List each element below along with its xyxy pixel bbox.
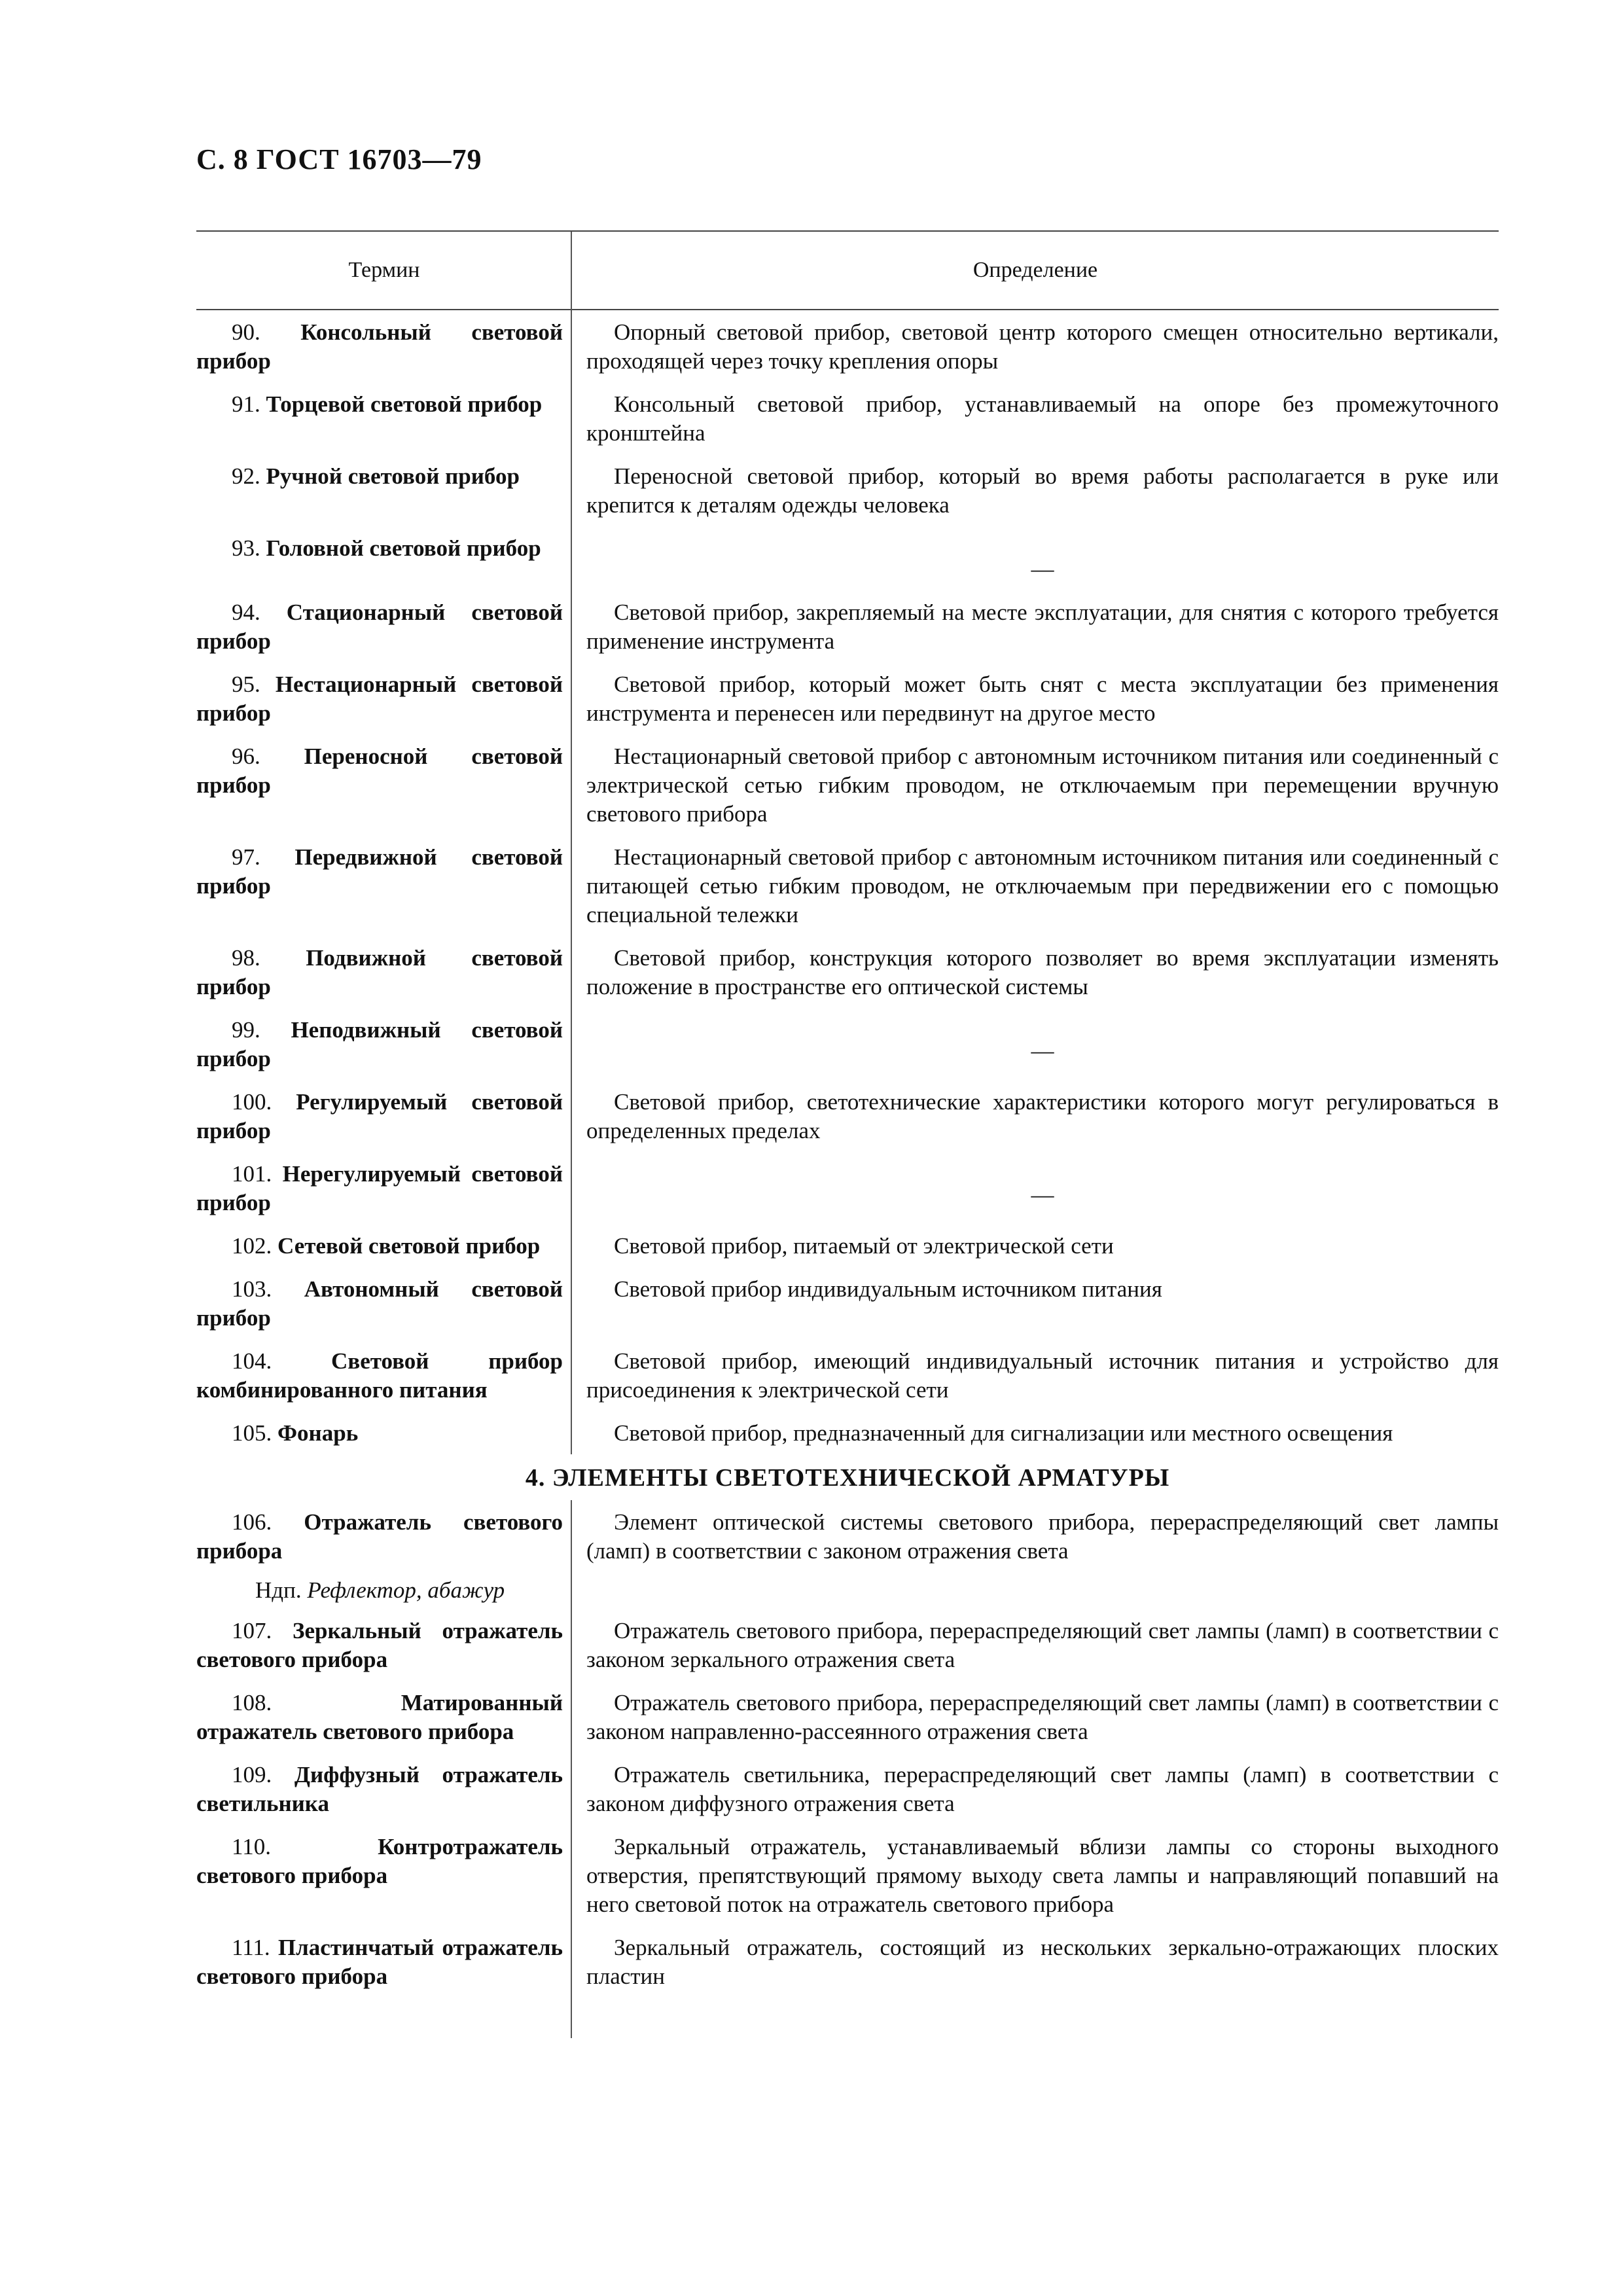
term-cell (196, 1339, 573, 1411)
table-row (196, 1681, 1499, 1753)
term-name: Переносной световой прибор (196, 744, 563, 798)
definition-cell (573, 1152, 1499, 1224)
table-header (196, 232, 1499, 310)
term-number: 94. (232, 600, 260, 625)
definition-text: Зеркальный отражатель, устанавливаемый вблизи лампы со стороны выходного отверстия, препятствующий прямому выходу света лампы и направляющий попавший на него световой поток на отражатель светового прибора (586, 1834, 1499, 1917)
definition-text: Отражатель светового прибора, перераспределяющий свет лампы (ламп) в соответствии с законом направленно-рассеянного отражения света (586, 1690, 1499, 1744)
definition-cell (573, 1926, 1499, 1998)
term-cell (196, 1008, 573, 1080)
term-number: 109. (232, 1762, 272, 1787)
term-name: Фонарь (277, 1420, 359, 1446)
definition-text: Световой прибор, закрепляемый на месте эксплуатации, для снятия с которого требуется применение инструмента (586, 600, 1499, 654)
definition-cell (573, 1339, 1499, 1411)
term-number: 99. (232, 1017, 260, 1043)
definition-text: Световой прибор, предназначенный для сигнализации или местного освещения (614, 1420, 1393, 1446)
table-row (196, 1411, 1499, 1454)
definition-text: Световой прибор, светотехнические характеристики которого могут регулироваться в определенных пределах (586, 1089, 1499, 1143)
definition-cell (573, 1681, 1499, 1753)
page-header: С. 8 ГОСТ 16703—79 (196, 143, 482, 175)
term-number: 107. (232, 1618, 272, 1643)
term-number: 93. (232, 535, 260, 561)
table-row (196, 590, 1499, 662)
term-name: Зеркальный отражатель светового прибора (196, 1618, 563, 1672)
definition-text: Консольный световой прибор, устанавливаемый на опоре без промежуточного кронштейна (586, 391, 1499, 446)
definition-cell (573, 1224, 1499, 1267)
definition-cell (573, 1267, 1499, 1339)
term-number: 100. (232, 1089, 272, 1115)
definition-text: — (1031, 1038, 1054, 1064)
definition-cell (573, 662, 1499, 734)
term-number: 105. (232, 1420, 272, 1446)
row-group-reflectors (196, 1609, 1499, 1998)
term-name: Ручной световой прибор (266, 463, 520, 489)
term-number: 96. (232, 744, 260, 769)
term-number: 92. (232, 463, 260, 489)
table-row (196, 526, 1499, 590)
term-number: 103. (232, 1276, 272, 1302)
term-name: Нерегулируемый световой прибор (196, 1161, 563, 1215)
term-name: Стационарный световой прибор (196, 600, 563, 654)
definition-text: Световой прибор, имеющий индивидуальный источник питания и устройство для присоединения к электрической сети (586, 1348, 1499, 1403)
definition-cell (573, 1753, 1499, 1825)
term-number: 104. (232, 1348, 272, 1374)
definition-cell (573, 454, 1499, 526)
table-body (196, 310, 1499, 1998)
term-number: 90. (232, 319, 260, 345)
term-cell (196, 310, 573, 382)
header-definition: Определение (972, 258, 1098, 282)
term-name: Контротражатель светового прибора (196, 1834, 563, 1888)
term-number: 91. (232, 391, 260, 417)
section-title: 4. ЭЛЕМЕНТЫ СВЕТОТЕХНИЧЕСКОЙ АРМАТУРЫ (196, 1454, 1499, 1500)
definition-text: Элемент оптической системы светового прибора, перераспределяющий свет лампы (ламп) в соответствии с законом отражения света (586, 1509, 1499, 1564)
definition-text: Световой прибор, конструкция которого позволяет во время эксплуатации изменять положение в пространстве его оптической системы (586, 945, 1499, 999)
definition-text: Опорный световой прибор, световой центр которого смещен относительно вертикали, проходящей через точку крепления опоры (586, 319, 1499, 374)
definition-text: Световой прибор индивидуальным источником питания (614, 1276, 1162, 1302)
note-label: Ндп. (255, 1577, 302, 1603)
term-cell (196, 526, 573, 590)
term-name: Отражатель светового прибора (196, 1509, 563, 1564)
term-number: 97. (232, 844, 260, 870)
term-cell (196, 1825, 573, 1926)
term-name: Торцевой световой прибор (266, 391, 543, 417)
definition-cell (573, 734, 1499, 835)
term-cell (196, 734, 573, 835)
term-name: Автономный световой прибор (196, 1276, 563, 1331)
table-row (196, 835, 1499, 936)
definition-cell (573, 1500, 1499, 1572)
definition-text: — (1031, 1182, 1054, 1208)
table-row (196, 454, 1499, 526)
definition-text: Переносной световой прибор, который во время работы располагается в руке или крепится к деталям одежды человека (586, 463, 1499, 518)
term-number: 98. (232, 945, 260, 971)
term-cell (196, 936, 573, 1008)
definition-text: Зеркальный отражатель, состоящий из нескольких зеркально-отражающих плоских пластин (586, 1935, 1499, 1989)
terms-table (196, 230, 1499, 1998)
table-row (196, 1008, 1499, 1080)
term-name: Неподвижный световой прибор (196, 1017, 563, 1071)
term-number: 108. (232, 1690, 272, 1715)
definition-text: Световой прибор, который может быть снят с места эксплуатации без применения инструмента и перенесен или передвинут на другое место (586, 672, 1499, 726)
table-row (196, 1339, 1499, 1411)
term-name: Световой прибор комбинированного питания (196, 1348, 563, 1403)
term-cell (196, 1500, 573, 1572)
table-row (196, 1500, 1499, 1572)
table-row (196, 1224, 1499, 1267)
definition-text: Отражатель светильника, перераспределяющий свет лампы (ламп) в соответствии с законом диффузного отражения света (586, 1762, 1499, 1816)
table-row (196, 1609, 1499, 1681)
term-name: Консольный световой прибор (196, 319, 563, 374)
note-row (196, 1572, 1499, 1609)
table-row (196, 1080, 1499, 1152)
definition-cell (573, 936, 1499, 1008)
row-group-lighting-devices (196, 310, 1499, 1454)
term-number: 101. (232, 1161, 272, 1187)
note-text: Рефлектор, абажур (307, 1577, 505, 1603)
term-name: Подвижной световой прибор (196, 945, 563, 999)
definition-text: Отражатель светового прибора, перераспределяющий свет лампы (ламп) в соответствии с законом зеркального отражения света (586, 1618, 1499, 1672)
definition-cell (573, 1080, 1499, 1152)
term-cell (196, 662, 573, 734)
table-row (196, 936, 1499, 1008)
term-name: Регулируемый световой прибор (196, 1089, 563, 1143)
term-name: Сетевой световой прибор (277, 1233, 541, 1259)
definition-text: Нестационарный световой прибор с автономным источником питания или соединенный с питающей сетью гибким проводом, не отключаемым при передвижении его с помощью специальной тележки (586, 844, 1499, 927)
term-name: Нестационарный световой прибор (196, 672, 563, 726)
term-number: 102. (232, 1233, 272, 1259)
table-row (196, 734, 1499, 835)
definition-cell (573, 590, 1499, 662)
term-name: Диффузный отражатель светильника (196, 1762, 563, 1816)
term-cell (196, 1080, 573, 1152)
term-cell (196, 1152, 573, 1224)
definition-cell (573, 1609, 1499, 1681)
term-name: Пластинчатый отражатель светового прибора (196, 1935, 563, 1989)
term-number: 111. (232, 1935, 270, 1960)
term-number: 106. (232, 1509, 272, 1535)
term-cell (196, 1681, 573, 1753)
definition-text: Нестационарный световой прибор с автономным источником питания или соединенный с электрической сетью гибким проводом, не отключаемым при перемещении вручную светового прибора (586, 744, 1499, 827)
table-row (196, 1753, 1499, 1825)
term-name: Матированный отражатель светового прибора (196, 1690, 563, 1744)
term-number: 110. (232, 1834, 271, 1859)
definition-cell (573, 1825, 1499, 1926)
table-row (196, 662, 1499, 734)
table-row (196, 1152, 1499, 1224)
definition-cell (573, 1411, 1499, 1454)
term-cell (196, 454, 573, 526)
table-row (196, 310, 1499, 382)
definition-cell (573, 310, 1499, 382)
table-row (196, 1267, 1499, 1339)
definition-text: Световой прибор, питаемый от электрической сети (614, 1233, 1114, 1259)
term-cell (196, 1267, 573, 1339)
term-cell (196, 1411, 573, 1454)
definition-cell (573, 382, 1499, 454)
table-row (196, 1825, 1499, 1926)
definition-cell (573, 835, 1499, 936)
term-name: Головной световой прибор (266, 535, 541, 561)
term-cell (196, 590, 573, 662)
definition-text: — (1031, 556, 1054, 582)
term-cell (196, 382, 573, 454)
definition-cell (573, 526, 1499, 590)
term-cell (196, 1224, 573, 1267)
row-group-reflector-main (196, 1500, 1499, 1572)
table-row (196, 1926, 1499, 1998)
note-term (196, 1572, 573, 1609)
term-number: 95. (232, 672, 260, 697)
term-cell (196, 1926, 573, 1998)
table-row (196, 382, 1499, 454)
term-name: Передвижной световой прибор (196, 844, 563, 899)
header-term: Термин (348, 258, 420, 282)
definition-cell (573, 1008, 1499, 1080)
term-cell (196, 835, 573, 936)
term-cell (196, 1753, 573, 1825)
term-cell (196, 1609, 573, 1681)
